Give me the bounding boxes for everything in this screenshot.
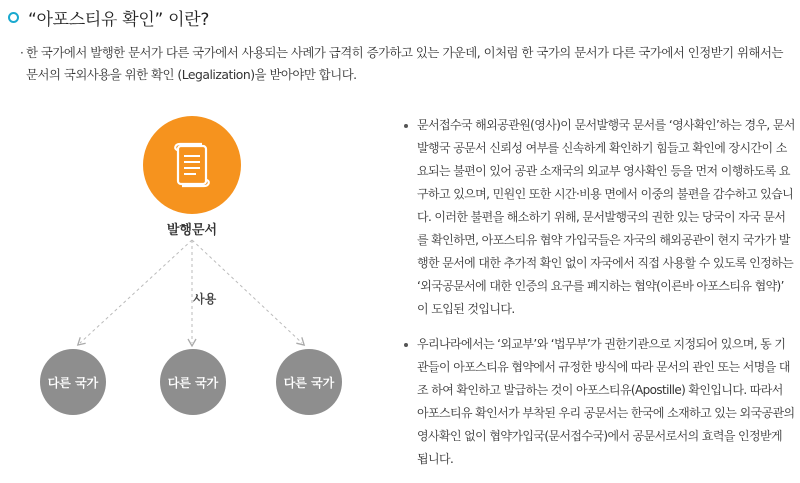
other-country-label: 다른 국가 (47, 375, 99, 390)
issued-document-label: 발행문서 (166, 223, 218, 238)
list-item-text: 문서접수국 해외공관원(영사)이 문서발행국 문서를 ‘영사확인’하는 경우, 문서발행국 공문서 신뢰성 여부를 신속하게 확인하기 힘들고 확인에 장시간이 소요되는 불편이 있어 공관 소재국의 외교부 영사확인 등을 먼저 이행하도록 요구하고 있으며, 민원인 또한 시간·비용 면에서 이중의 불편을 감수하고 있습니다. 이러한 불편을 해소하기 위해, 문서발행국의 권한 있는 당국이 자국 문서를 확인하면, 아포스티유 협약 가입국들은 자국의 해외공관이 현지 국가가 발행한 문서에 대한 추가적 확인 없이 자국에서 직접 사용할 수 있도록 인정하는 ‘외국공문서에 대한 인증의 요구를 폐지하는 협약(이른바 아포스티유 협약)’ 이 도입된 것입니다. (417, 118, 795, 316)
arrow-left (80, 240, 192, 343)
circle-bullet-icon (8, 12, 19, 23)
other-country-circle-2 (160, 349, 226, 415)
list-item (401, 333, 796, 471)
other-country-circle-1 (40, 349, 106, 415)
bullet-dot-icon (404, 343, 408, 347)
other-country-circle-3 (276, 349, 342, 415)
other-country-label: 다른 국가 (167, 375, 219, 390)
bullet-dot-icon (404, 124, 408, 128)
list-item (401, 114, 796, 321)
page-title: “아포스티유 확인” 이란? (28, 9, 210, 30)
intro-text: 한 국가에서 발행한 문서가 다른 국가에서 사용되는 사례가 급격히 증가하고 있는 가운데, 이처럼 한 국가의 문서가 다른 국가에서 인정받기 위해서는 문서의 국외사용을 위한 확인 (Legalization)을 받아야만 합니다. (26, 45, 783, 82)
other-country-label: 다른 국가 (283, 375, 335, 390)
page-title-row (8, 6, 209, 28)
intro-bullet-mark: · (20, 46, 24, 60)
use-label: 사용 (193, 292, 217, 306)
explanation-list (401, 114, 796, 483)
apostille-diagram (0, 100, 390, 451)
issued-document-circle (143, 116, 241, 214)
list-item-text: 우리나라에서는 ‘외교부’와 ‘법무부’가 권한기관으로 지정되어 있으며, 동 기관들이 아포스티유 협약에서 규정한 방식에 따라 문서의 관인 또는 서명을 대조 하여 확인하고 발급하는 것이 아포스티유(Apostille) 확인입니다. 따라서 아포스티유 확인서가 부착된 우리 공문서는 한국에 소재하고 있는 외국공관의 영사확인 없이 협약가입국(문서접수국)에서 공문서로서의 효력을 인정받게 됩니다. (417, 337, 795, 466)
scroll-document-icon (172, 142, 212, 188)
intro-paragraph (20, 42, 786, 86)
